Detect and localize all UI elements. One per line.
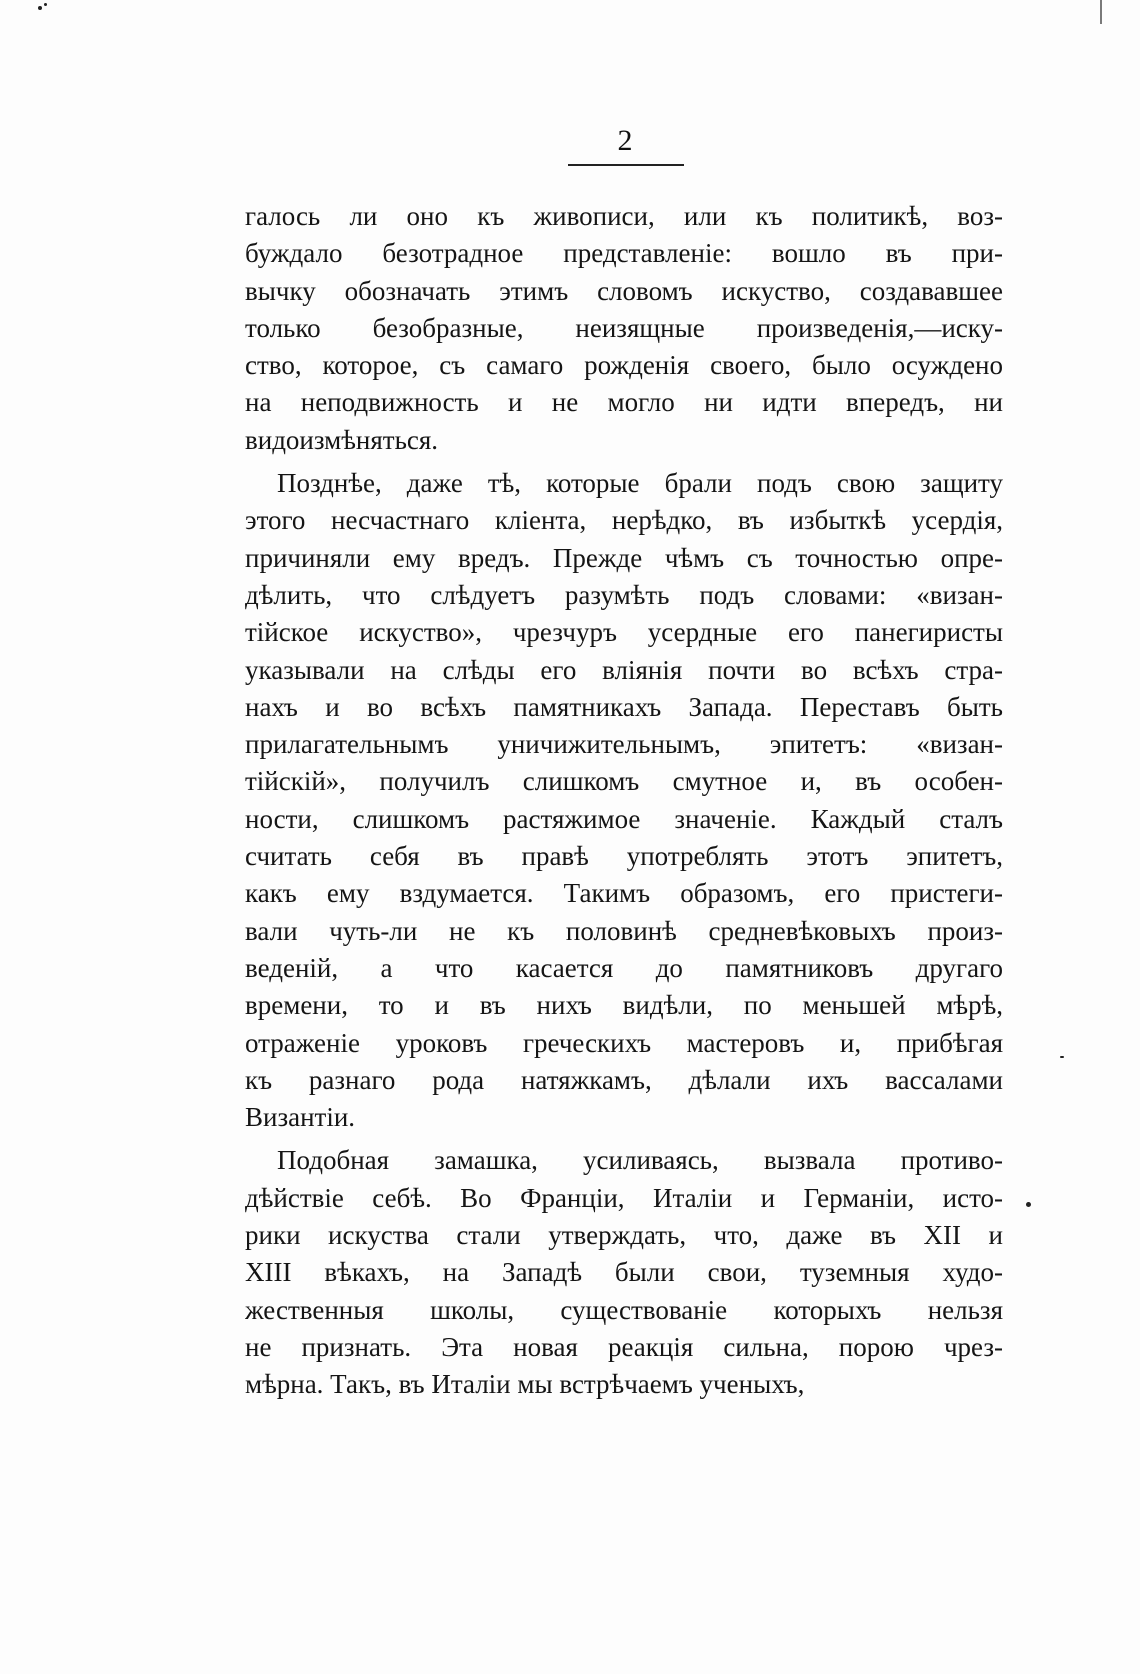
text-line: рики искуства стали утверждать, что, даже въ XII и	[245, 1220, 1003, 1251]
text-line: на неподвижность и не могло ни идти впередъ, ни	[245, 387, 1003, 418]
scan-speck	[1026, 1202, 1031, 1207]
text-line: отраженіе уроковъ греческихъ мастеровъ и, прибѣгая	[245, 1027, 1003, 1058]
text-line: считать себя въ правѣ употреблять этотъ эпитетъ,	[245, 841, 1003, 872]
text-line: не признать. Эта новая реакція сильна, порою чрез-	[245, 1331, 1003, 1362]
text-line: прилагательнымъ уничижительнымъ, эпитетъ: «визан-	[245, 729, 1003, 760]
header-rule	[568, 164, 684, 166]
text-line: видоизмѣняться.	[245, 424, 439, 455]
paragraph	[245, 465, 1003, 1136]
text-line: только безобразные, неизящные произведенія,—иску-	[245, 312, 1003, 343]
page-number: 2	[617, 124, 633, 157]
text-line: ности, слишкомъ растяжимое значеніе. Каждый сталъ	[245, 803, 1003, 834]
scan-edge-mark	[1100, 0, 1102, 24]
text-line: галось ли оно къ живописи, или къ политикѣ, воз-	[245, 201, 1003, 231]
text-line: ство, которое, съ самаго рожденія своего, было осуждено	[245, 350, 1003, 381]
text-line: нахъ и во всѣхъ памятникахъ Запада. Переставъ быть	[245, 691, 1003, 722]
text-line: этого несчастнаго кліента, нерѣдко, въ избыткѣ усердія,	[245, 505, 1003, 536]
scan-speck	[38, 6, 42, 10]
text-line: тійскій», получилъ слишкомъ смутное и, въ особен-	[245, 766, 1003, 797]
text-line: мѣрна. Такъ, въ Италіи мы встрѣчаемъ ученыхъ,	[245, 1369, 805, 1400]
paragraph	[245, 1142, 1003, 1403]
text-line: буждало безотрадное представленіе: вошло въ при-	[245, 238, 1003, 269]
text-line: XIII вѣкахъ, на Западѣ были свои, туземныя худо-	[245, 1257, 1003, 1288]
text-line: Подобная замашка, усиливаясь, вызвала противо-	[277, 1145, 1003, 1176]
text-line: дѣлить, что слѣдуетъ разумѣть подъ словами: «визан-	[245, 579, 1003, 610]
text-line: Позднѣе, даже тѣ, которые брали подъ свою защиту	[277, 468, 1003, 499]
text-line: вычку обозначать этимъ словомъ искуство, создававшее	[245, 275, 1003, 306]
text-line: къ разнаго рода натяжкамъ, дѣлали ихъ вассалами	[245, 1064, 1003, 1095]
text-line: веденій, а что касается до памятниковъ другаго	[245, 952, 1003, 983]
scan-speck	[44, 3, 47, 6]
text-line: причиняли ему вредъ. Прежде чѣмъ съ точностью опре-	[245, 542, 1003, 573]
text-line: какъ ему вздумается. Такимъ образомъ, его пристеги-	[245, 878, 1003, 909]
paragraph	[245, 198, 1003, 459]
text-line: времени, то и въ нихъ видѣли, по меньшей мѣрѣ,	[245, 990, 1003, 1021]
text-line: вали чуть-ли не къ половинѣ средневѣковыхъ произ-	[245, 915, 1003, 946]
text-line: тійское искуство», чрезчуръ усердные его панегиристы	[245, 617, 1003, 648]
text-line: жественныя школы, существованіе которыхъ нельзя	[245, 1294, 1003, 1325]
text-line: указывали на слѣды его вліянія почти во всѣхъ стра-	[245, 654, 1003, 685]
scan-speck	[1060, 1056, 1064, 1058]
text-line: Византіи.	[245, 1102, 356, 1133]
body-text	[245, 198, 1003, 1404]
text-line: дѣйствіе себѣ. Во Франціи, Италіи и Германіи, исто-	[245, 1182, 1003, 1213]
